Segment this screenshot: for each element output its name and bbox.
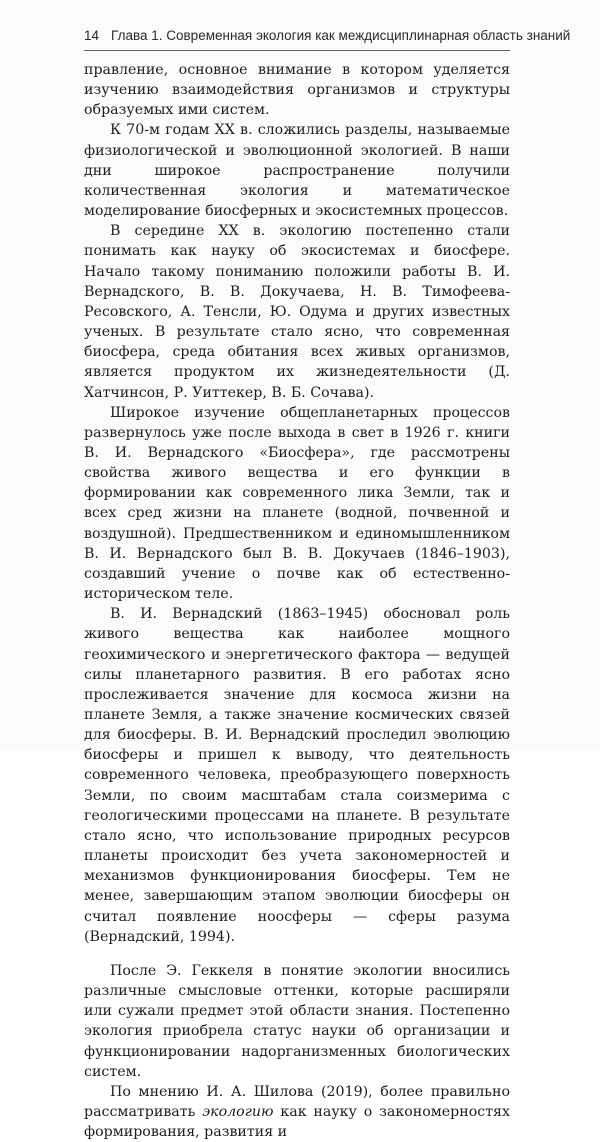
page-number: 14 <box>84 28 100 43</box>
paragraph: В середине XX в. экологию постепенно стали понимать как науку об экосистемах и биосфере. Начало такому пониманию положили работы В. И. Вернадского, В. В. Докучаева, Н. В. Тимофеева-Ресовского, А. Тенсли, Ю. Одума и других известных ученых. В результате стало ясно, что современная биосфера, среда обитания всех живых организмов, является продуктом их жизнедеятельности (Д. Хатчинсон, Р. Уиттекер, В. Б. Сочава). <box>84 223 510 401</box>
paragraph-last <box>84 1082 510 1142</box>
paragraph-continuation: правление, основное внимание в котором уделяется изучению взаимодействия организмов и структуры образуемых ими систем. <box>84 62 510 119</box>
emphasized-term: экологию <box>202 1103 274 1120</box>
paragraph: После Э. Геккеля в понятие экологии вносились различные смысловые оттенки, которые расширяли или сужали предмет этой области знания. Постепенно экология приобрела статус науки об организации и функционировании надорганизменных биологических систем. <box>84 962 510 1080</box>
paragraph: В. И. Вернадский (1863–1945) обосновал роль живого вещества как наиболее мощного геохимического и энергетического фактора — ведущей силы планетарного развития. В его работах ясно прослеживается значение для космоса жизни на планете Земля, а также значение космических связей для биосферы. В. И. Вернадский проследил эволюцию биосферы и пришел к выводу, что деятельность современного человека, преобразующего поверхность Земли, по своим масштабам стала соизмерима с геологическими процессами на планете. В результате стало ясно, что использование природных ресурсов планеты происходит без учета закономерностей и механизмов функционирования биосферы. Тем не менее, завершающим этапом эволюции биосферы он считал появление ноосферы — сферы разума (Вернадский, 1994). <box>84 606 510 945</box>
paragraph: К 70-м годам XX в. сложились разделы, называемые физиологической и эволюционной экологией. В наши дни широкое распространение получили количественная экология и математическое моделирование биосферных и экосистемных процессов. <box>84 122 510 220</box>
header-divider <box>84 50 510 51</box>
running-header <box>84 28 571 43</box>
body-text <box>84 60 510 1142</box>
paragraph-text: как науку о закономерностях формирования, развития и <box>84 1103 510 1141</box>
paragraph: Широкое изучение общепланетарных процессов развернулось уже после выхода в свет в 1926 г. книги В. И. Вернадского «Биосфера», где рассмотрены свойства живого вещества и его функции в формировании как современного лика Земли, так и всех сред жизни на планете (водной, почвенной и воздушной). Предшественником и единомышленником В. И. Вернадского был В. В. Докучаев (1846–1903), создавший учение о почве как об естественно-историческом теле. <box>84 404 510 603</box>
paragraph-text: По мнению И. А. Шилова (2019), более правильно рассматривать <box>84 1083 510 1120</box>
chapter-title: Глава 1. Современная экология как междисциплинарная область знаний <box>111 28 571 43</box>
